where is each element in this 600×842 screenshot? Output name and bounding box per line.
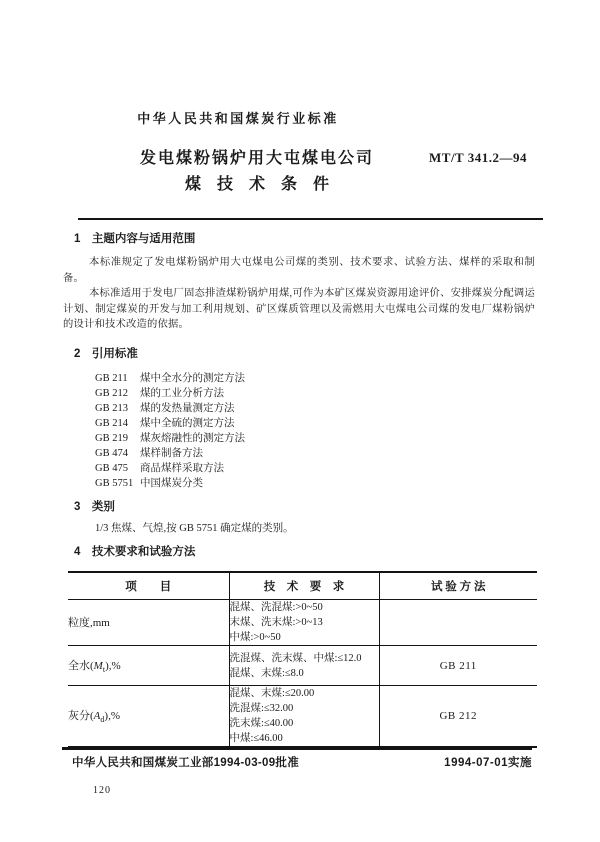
header-divider-rule	[78, 218, 543, 220]
requirement-line: 混煤、末煤:≤20.00	[229, 688, 315, 699]
reference-title: 煤的发热量测定方法	[140, 402, 235, 414]
technical-requirements-table	[68, 571, 537, 748]
table-row-ash	[68, 686, 537, 748]
reference-code: GB 212	[95, 387, 128, 399]
table-header-row	[68, 572, 537, 600]
section1-paragraph1: 本标准规定了发电煤粉锅炉用大屯煤电公司煤的类别、技术要求、试验方法、煤样的采取和制备。	[63, 257, 535, 284]
reference-item	[95, 416, 535, 431]
reference-code: GB 475	[95, 462, 128, 474]
footer-implementation: 1994-07-01实施	[444, 757, 532, 769]
reference-item	[95, 446, 535, 461]
reference-title: 商品煤样采取方法	[140, 462, 224, 474]
reference-title: 煤中全硫的测定方法	[140, 417, 235, 429]
section3-heading: 3 类别	[74, 500, 115, 513]
item-cell: 全水$(M_t),\%$	[68, 646, 229, 686]
reference-item	[95, 431, 535, 446]
reference-item	[95, 386, 535, 401]
reference-item	[95, 476, 535, 491]
document-body	[63, 230, 535, 748]
reference-item	[95, 371, 535, 386]
method-cell	[379, 600, 537, 646]
requirement-line: 洗末煤:≤40.00	[229, 718, 294, 729]
table-row-total-moisture	[68, 646, 537, 686]
reference-code: GB 474	[95, 447, 128, 459]
footer-divider-rule	[62, 747, 532, 750]
document-title-line2: 煤 技 术 条 件	[184, 176, 329, 193]
reference-item	[95, 461, 535, 476]
requirement-line: 洗混煤:≤32.00	[229, 703, 294, 714]
reference-code: GB 219	[95, 432, 128, 444]
reference-code: GB 213	[95, 402, 128, 414]
reference-title: 煤中全水分的测定方法	[140, 372, 245, 384]
reference-code: GB 214	[95, 417, 128, 429]
standard-number: MT/T 341.2—94	[429, 150, 527, 165]
reference-code: GB 211	[95, 372, 128, 384]
requirement-line: 中煤:>0~50	[229, 632, 281, 643]
table-header-method: 试 验 方 法	[379, 572, 537, 600]
requirement-line: 混煤、洗混煤:>0~50	[229, 602, 323, 613]
item-cell: 灰分$(A_d),\%$	[68, 710, 120, 725]
reference-title: 煤灰熔融性的测定方法	[140, 432, 245, 444]
standard-category-label: 中华人民共和国煤炭行业标准	[137, 111, 339, 126]
reference-title: 煤样制备方法	[140, 447, 203, 459]
method-cell: GB 212	[379, 686, 537, 748]
requirement-line: 洗混煤、洗末煤、中煤:≤12.0	[229, 652, 362, 664]
reference-list	[95, 371, 535, 491]
requirement-line: 末煤、洗末煤:>0~13	[229, 617, 323, 628]
table-header-requirement: 技 术 要 求	[229, 572, 379, 600]
requirement-line: 混煤、末煤:≤8.0	[229, 667, 304, 679]
table-header-item: 项 目	[68, 572, 229, 600]
section4-heading: 4 技术要求和试验方法	[74, 546, 196, 558]
document-title-line1: 发电煤粉锅炉用大屯煤电公司	[139, 150, 374, 167]
section3-paragraph: 1/3 焦煤、气煌,按 GB 5751 确定煤的类别。	[95, 522, 294, 534]
requirement-cell	[229, 600, 379, 646]
section2-heading: 2 引用标准	[74, 347, 138, 360]
requirement-cell	[229, 686, 379, 748]
reference-item	[95, 401, 535, 416]
page-number: 120	[93, 785, 111, 796]
table-row-granularity	[68, 600, 537, 646]
reference-title: 煤的工业分析方法	[140, 387, 224, 399]
footer-approval: 中华人民共和国煤炭工业部1994-03-09批准	[72, 757, 300, 769]
method-cell: GB 211	[379, 646, 537, 686]
reference-code: GB 5751	[95, 477, 134, 489]
section1-heading: 1 主题内容与适用范围	[74, 233, 196, 245]
section1-paragraph2: 本标准适用于发电厂固态排渣煤粉锅炉用煤,可作为本矿区煤炭资源用途评价、安排煤炭分配调运计划、制定煤炭的开发与加工利用规划、矿区煤质管理以及需燃用大屯煤电公司煤的发电厂煤粉锅炉的设计和技术改造的依据。	[63, 288, 535, 330]
reference-title: 中国煤炭分类	[140, 477, 203, 489]
item-cell: 粒度,mm	[68, 600, 229, 646]
requirement-line: 中煤:≤46.00	[229, 733, 283, 744]
requirement-cell	[229, 646, 379, 686]
